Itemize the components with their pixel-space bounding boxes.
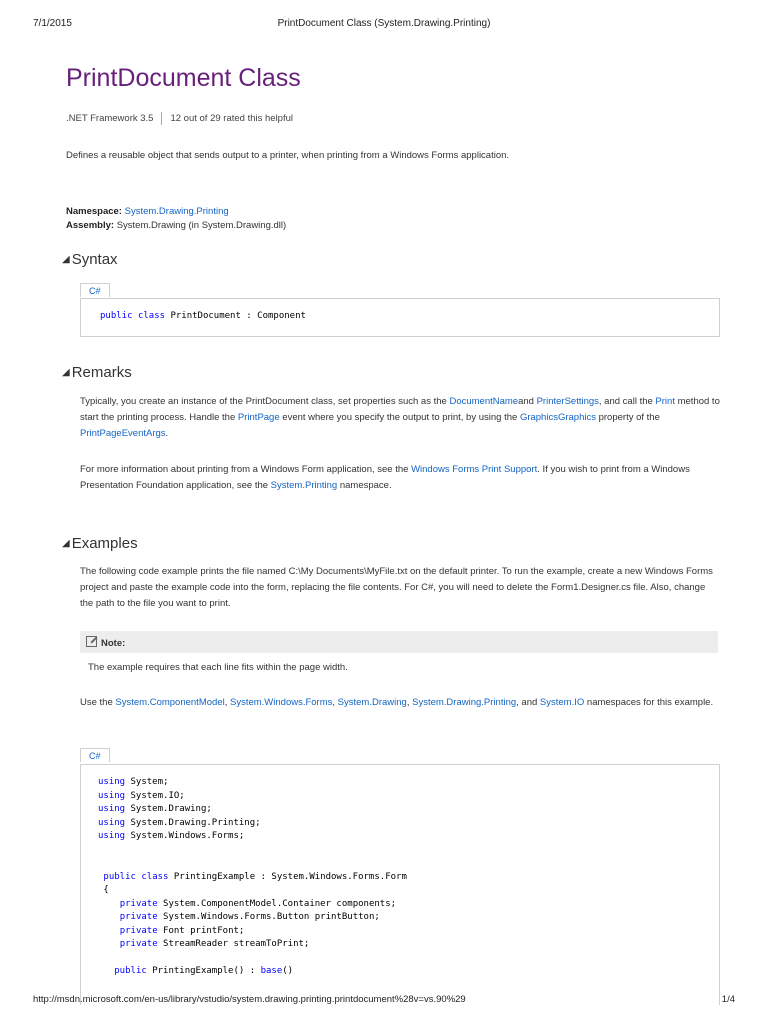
code-line <box>98 844 407 858</box>
section-syntax-heading[interactable] <box>62 251 118 268</box>
keyword: public <box>114 966 147 976</box>
link-documentname[interactable]: DocumentName <box>449 396 519 407</box>
keyword: private <box>119 939 158 949</box>
assembly-value: System.Drawing (in System.Drawing.dll) <box>116 220 287 231</box>
code-line: private StreamReader streamToPrint; <box>119 939 310 949</box>
link-system-printing[interactable]: System.Printing <box>270 480 338 491</box>
link-windows-forms-print-support[interactable]: Windows Forms Print Support <box>411 464 538 475</box>
link-print[interactable]: Print <box>655 396 675 407</box>
code-line: using System.Drawing; <box>98 804 212 814</box>
keyword: public <box>100 311 133 321</box>
example-code <box>98 776 407 992</box>
rating-text: 12 out of 29 rated this helpful <box>170 113 293 125</box>
print-footer-url: http://msdn.microsoft.com/en-us/library/vstudio/system.drawing.printing.printdocument%28v=vs.90%29 <box>33 994 466 1005</box>
note-edit-icon <box>86 636 97 647</box>
keyword: using <box>98 817 126 828</box>
keyword: class <box>137 311 166 321</box>
code-line: using System; <box>98 777 169 787</box>
namespace-link[interactable]: System.Drawing.Printing <box>124 206 229 217</box>
print-header-title: PrintDocument Class (System.Drawing.Printing) <box>277 18 491 29</box>
link-graphics[interactable]: GraphicsGraphics <box>519 412 596 423</box>
section-remarks-label: Remarks <box>71 364 132 381</box>
code-line: private System.ComponentModel.Container components; <box>119 898 397 909</box>
note-text: The example requires that each line fits within the page width. <box>88 662 348 673</box>
code-line <box>98 857 407 871</box>
framework-version[interactable]: .NET Framework 3.5 <box>66 113 154 125</box>
page-title: PrintDocument Class <box>66 64 301 92</box>
link-system-io[interactable]: System.IO <box>539 697 585 708</box>
note-label: Note: <box>86 636 125 649</box>
collapse-triangle-icon[interactable]: ◢ <box>62 538 70 549</box>
code-line: public PrintingExample() : base() <box>114 966 294 976</box>
class-description: Defines a reusable object that sends output to a printer, when printing from a Windows Forms application. <box>66 150 510 161</box>
keyword: using <box>98 804 126 814</box>
link-printpage[interactable]: PrintPage <box>237 412 280 423</box>
code-line <box>98 952 407 966</box>
remarks-paragraph-2: For more information about printing from a Windows Form application, see the Windows Forms Print Support. If you wish to print from a Windows Presentation Foundation application, see the System.Printing namespace. <box>80 464 690 491</box>
syntax-language-tab[interactable]: C# <box>80 283 110 297</box>
code-line <box>98 979 407 993</box>
code-line: { <box>103 885 109 895</box>
namespace-label: Namespace: <box>66 206 122 217</box>
page-meta <box>66 112 293 125</box>
code-line: private System.Windows.Forms.Button printButton; <box>119 912 380 922</box>
link-printpageeventargs[interactable]: PrintPageEventArgs <box>80 428 166 439</box>
section-examples-heading[interactable] <box>62 535 138 552</box>
keyword: base <box>260 966 283 976</box>
remarks-paragraph-1: Typically, you create an instance of the PrintDocument class, set properties such as the DocumentNameand PrinterSettings, and call the Print method to start the printing process. Handle the PrintPage event where you specify the output to print, by using the GraphicsGraphics property of the PrintPageEventArgs. <box>80 396 720 439</box>
syntax-code <box>100 310 306 324</box>
keyword: private <box>119 898 158 909</box>
link-printersettings[interactable]: PrinterSettings <box>536 396 599 407</box>
meta-divider <box>161 112 162 125</box>
collapse-triangle-icon[interactable]: ◢ <box>62 254 70 265</box>
link-system-windows-forms[interactable]: System.Windows.Forms <box>229 697 333 708</box>
keyword: using <box>98 790 126 801</box>
namespaces-paragraph: Use the System.ComponentModel, System.Windows.Forms, System.Drawing, System.Drawing.Printing, and System.IO namespaces for this example. <box>80 697 714 708</box>
section-examples-label: Examples <box>71 535 138 552</box>
examples-intro: The following code example prints the file named C:\My Documents\MyFile.txt on the default printer. To run the example, create a new Windows Forms project and paste the example code into the form, replacing the file contents. For C#, you will need to delete the Form1.Designer.cs file. Also, change the path to the file you want to print. <box>80 566 713 609</box>
section-remarks-heading[interactable] <box>62 364 132 381</box>
note-bar <box>80 631 718 653</box>
code-line: using System.Windows.Forms; <box>98 831 245 841</box>
code-line: using System.IO; <box>98 790 185 801</box>
keyword: public class <box>103 871 169 882</box>
code-line: public class PrintingExample : System.Windows.Forms.Form <box>103 871 407 882</box>
code-line: using System.Drawing.Printing; <box>98 817 261 828</box>
assembly-label: Assembly: <box>66 220 115 231</box>
code-line: private Font printFont; <box>119 925 245 936</box>
example-language-tab[interactable]: C# <box>80 748 110 762</box>
keyword: private <box>119 912 158 922</box>
syntax-declaration: PrintDocument : Component <box>165 311 306 321</box>
collapse-triangle-icon[interactable]: ◢ <box>62 367 70 378</box>
print-header-date: 7/1/2015 <box>33 18 72 29</box>
section-syntax-label: Syntax <box>71 251 118 268</box>
keyword: using <box>98 831 126 841</box>
keyword: using <box>98 777 126 787</box>
link-system-drawing[interactable]: System.Drawing <box>337 697 407 708</box>
print-footer-page: 1/4 <box>721 994 735 1005</box>
keyword: private <box>119 925 158 936</box>
link-system-componentmodel[interactable]: System.ComponentModel <box>115 697 225 708</box>
namespace-info <box>66 205 286 233</box>
link-system-drawing-printing[interactable]: System.Drawing.Printing <box>412 697 517 708</box>
